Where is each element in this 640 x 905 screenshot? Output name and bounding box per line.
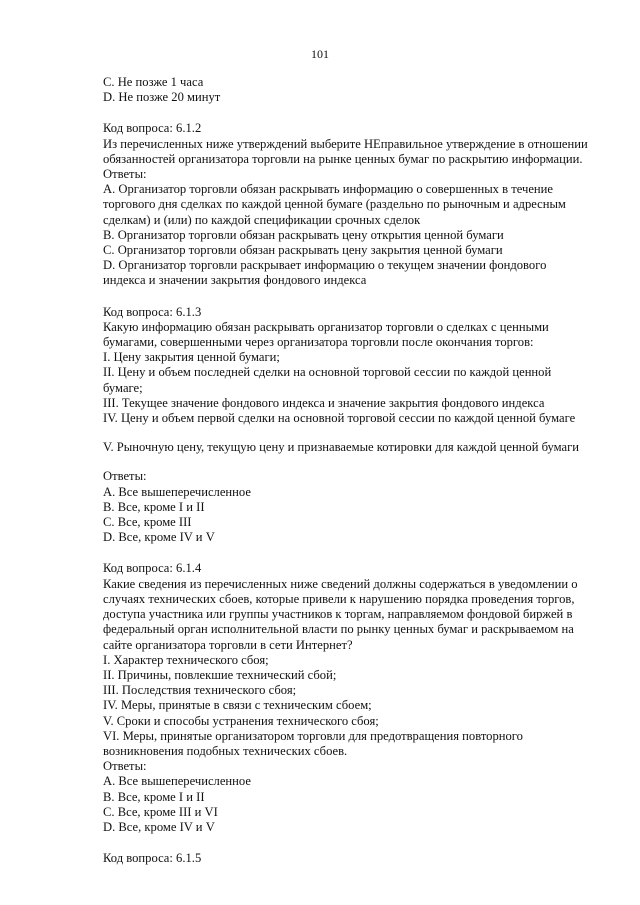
answer-option: D. Все, кроме IV и V (103, 530, 215, 545)
answer-option: B. Все, кроме I и II (103, 789, 205, 804)
question-text-line: бумагами, совершенными через организатора торговли после окончания торгов: (103, 335, 534, 350)
question-text-line: федеральный орган исполнительной власти по рынку ценных бумаг и раскрываемом на (103, 622, 574, 637)
answer-option: B. Все, кроме I и II (103, 499, 205, 514)
question-text-line: обязанностей организатора торговли на рынке ценных бумаг по раскрытию информации. (103, 151, 583, 166)
list-item: V. Сроки и способы устранения технического сбоя; (103, 713, 379, 728)
list-item: бумаге; (103, 380, 143, 395)
list-item: IV. Цену и объем первой сделки на основной торговой сессии по каждой ценной бумаге (103, 411, 576, 426)
answer-option-line: сделкам) и (или) по каждой спецификации срочных сделок (103, 212, 421, 227)
question-6-1-0-tail (103, 75, 603, 105)
question-text-line: Какую информацию обязан раскрывать организатор торговли о сделках с ценными (103, 319, 549, 334)
list-item: V. Рыночную цену, текущую цену и признаваемые котировки для каждой ценной бумаги (103, 440, 580, 455)
answer-option: C. Все, кроме III и VI (103, 804, 218, 819)
answer-option: C. Все, кроме III (103, 515, 192, 530)
question-text-line: Из перечисленных ниже утверждений выберите НЕправильное утверждение в отношении (103, 136, 588, 151)
list-item: IV. Меры, принятые в связи с техническим сбоем; (103, 698, 372, 713)
question-code: Код вопроса: 6.1.3 (103, 304, 202, 319)
page-content (103, 75, 603, 866)
question-6-1-2 (103, 121, 603, 288)
question-code: Код вопроса: 6.1.2 (103, 121, 202, 136)
answers-label: Ответы: (103, 167, 147, 182)
question-text-line: Какие сведения из перечисленных ниже сведений должны содержаться в уведомлении о (103, 576, 578, 591)
list-item: VI. Меры, принятые организатором торговли для предотвращения повторного (103, 728, 523, 743)
question-text-line: случаях технических сбоев, которые привели к нарушению порядка проведения торгов, (103, 591, 575, 606)
answer-option-line: D. Организатор торговли раскрывает информацию о текущем значении фондового (103, 258, 547, 273)
option-c: C. Не позже 1 часа (103, 75, 204, 89)
answer-option: D. Все, кроме IV и V (103, 819, 215, 834)
option-d: D. Не позже 20 минут (103, 90, 221, 105)
list-item: II. Причины, повлекшие технический сбой; (103, 667, 337, 682)
list-item: I. Характер технического сбоя; (103, 652, 269, 667)
question-6-1-5 (103, 851, 603, 866)
list-item: III. Последствия технического сбоя; (103, 683, 297, 698)
list-item: III. Текущее значение фондового индекса и значение закрытия фондового индекса (103, 395, 545, 410)
question-6-1-3 (103, 305, 603, 546)
question-code: Код вопроса: 6.1.5 (103, 851, 202, 866)
answer-option: А. Все вышеперечисленное (103, 484, 251, 499)
answer-option-line: C. Организатор торговли обязан раскрывать цену закрытия ценной бумаги (103, 243, 503, 258)
question-text-line: сайте организатора торговли в сети Интернет? (103, 637, 353, 652)
answer-option-line: индекса и значении закрытия фондового индекса (103, 273, 367, 288)
answer-option-line: B. Организатор торговли обязан раскрывать цену открытия ценной бумаги (103, 227, 504, 242)
list-item: II. Цену и объем последней сделки на основной торговой сессии по каждой ценной (103, 365, 552, 380)
page-number: 101 (311, 47, 329, 61)
answer-option: А. Все вышеперечисленное (103, 774, 251, 789)
answer-option-line: торгового дня сделках по каждой ценной бумаге (раздельно по рыночным и адресным (103, 197, 566, 212)
list-item: возникновения подобных технических сбоев. (103, 743, 348, 758)
question-6-1-4 (103, 561, 603, 835)
answers-label: Ответы: (103, 469, 147, 484)
answer-option-line: А. Организатор торговли обязан раскрывать информацию о совершенных в течение (103, 182, 553, 197)
answers-label: Ответы: (103, 759, 147, 774)
list-item: I. Цену закрытия ценной бумаги; (103, 350, 280, 365)
question-text-line: доступа участника или группы участников к торгам, направляемом фондовой биржей в (103, 607, 573, 622)
question-code: Код вопроса: 6.1.4 (103, 561, 202, 576)
